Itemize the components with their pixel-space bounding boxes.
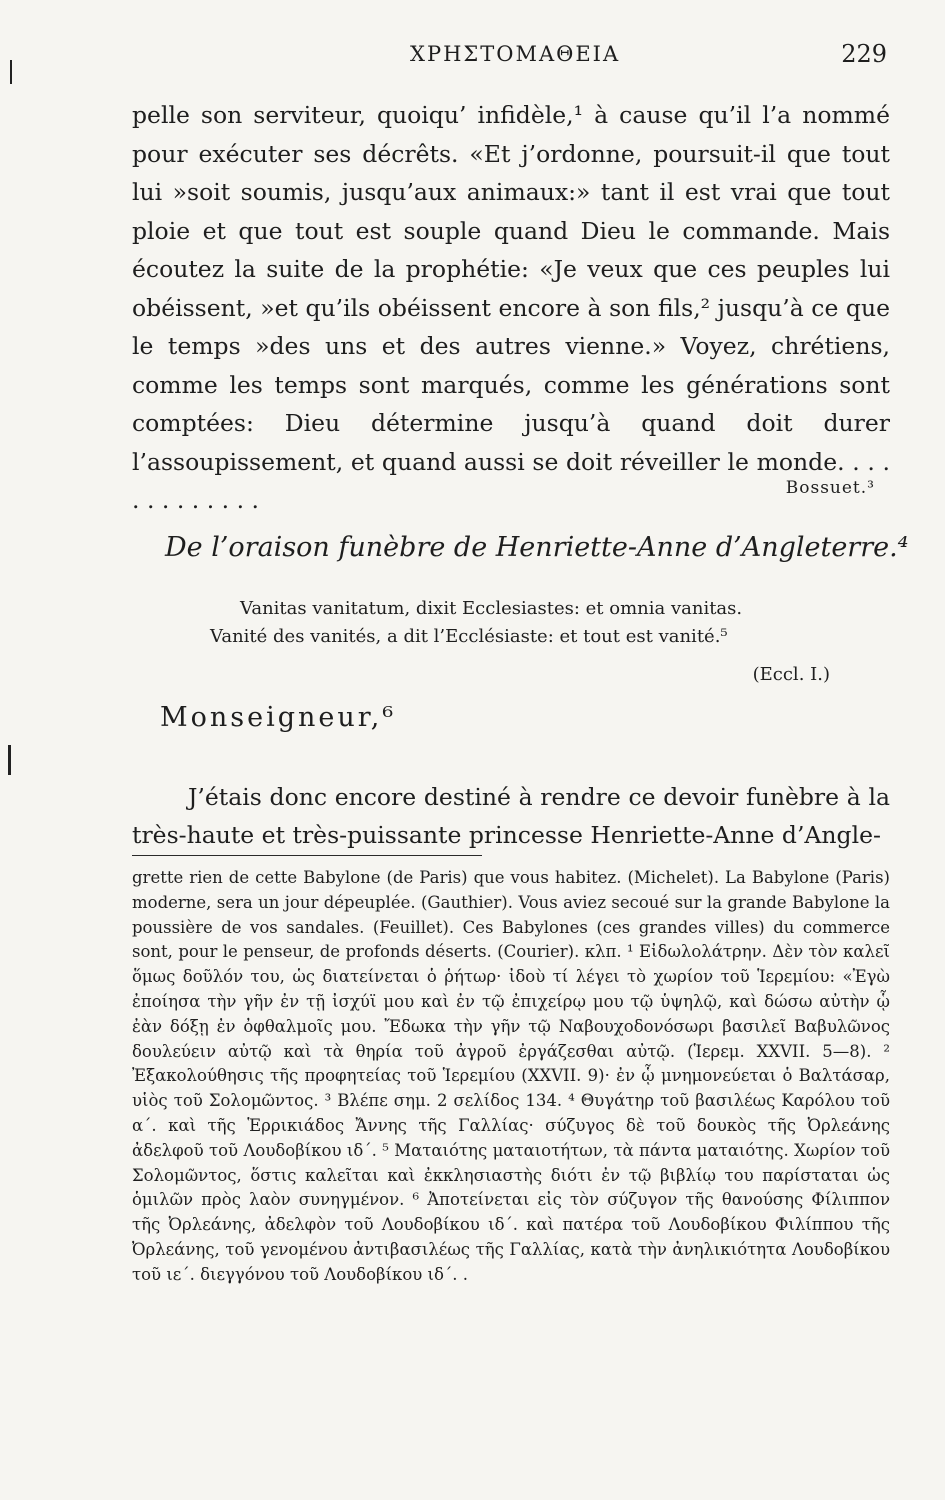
- margin-mark: [10, 60, 12, 84]
- footnote-rule: [132, 855, 482, 856]
- paragraph-1: pelle son serviteur, quoiqu’ infidèle,¹ à cause qu’il l’a nommé pour exécuter ses décrêts. «Et j’ordonne, poursuit-il que tout lui »soit soumis, jusqu’aux animaux:» tant il est vrai que tout ploie et que tout est souple quand Dieu le commande. Mais écoutez la suite de la prophétie: «Je veux que ces peuples lui obéissent, »et qu’ils obéissent encore à son fils,² jusqu’à ce que le temps »des uns et des autres vienne.» Voyez, chrétiens, comme les temps sont marqués, comme les générations sont comptées: Dieu détermine jusqu’à quand doit durer l’assoupissement, et quand aussi se doit réveiller le monde. . . . . . . . . . . . .: [132, 101, 890, 514]
- epigraph-french: Vanité des vanités, a dit l’Ecclésiaste: et tout est vanité.⁵: [210, 626, 728, 647]
- running-title: ΧΡΗΣΤΟΜΑΘΕΙΑ: [410, 42, 621, 66]
- footnotes-block: [132, 866, 890, 1288]
- paragraph-2: J’étais donc encore destiné à rendre ce devoir funèbre à la très-haute et très-puissante princesse Henriette-Anne d’Angle-: [132, 783, 890, 849]
- epigraph-latin: Vanitas vanitatum, dixit Ecclesiastes: et omnia vanitas.: [240, 598, 743, 619]
- page-number: 229: [841, 40, 887, 68]
- oration-text-block: [132, 778, 890, 854]
- epigraph-reference: (Eccl. I.): [752, 664, 830, 685]
- author-attribution: Bossuet.³: [785, 478, 875, 498]
- salutation: Monseigneur,⁶: [160, 702, 397, 733]
- margin-mark: [8, 745, 11, 775]
- main-text-block: [132, 96, 890, 520]
- footnotes-text: grette rien de cette Babylone (de Paris) que vous habitez. (Michelet). La Babylone (Paris) moderne, sera un jour dépeuplée. (Gauthier). Vous aviez secoué sur la grande Babylone la poussière de vos sandales. (Feuillet). Ces Babylones (ces grandes villes) du commerce sont, pour le penseur, de profonds déserts. (Courier). κλπ. ¹ Εἰδωλολάτρην. Δὲν τὸν καλεῖ ὅμως δοῦλόν του, ὡς διατείνεται ὁ ῥήτωρ· ἰδοὺ τί λέγει τὸ χωρίον τοῦ Ἱερεμίου: «Ἐγὼ ἐποίησα τὴν γῆν ἐν τῇ ἰσχύϊ μου καὶ ἐν τῷ ἐπιχείρῳ μου τῷ ὑψηλῷ, καὶ δώσω αὐτὴν ᾧ ἐὰν δόξῃ ἐν ὀφθαλμοῖς μου. Ἔδωκα τὴν γῆν τῷ Ναβουχοδονόσωρι βασιλεῖ Βαβυλῶνος δουλεύειν αὐτῷ καὶ τὰ θηρία τοῦ ἀγροῦ ἐργάζεσθαι αὐτῷ. (Ἱερεμ. XXVII. 5—8). ² Ἐξακολούθησις τῆς προφητείας τοῦ Ἱερεμίου (XXVII. 9)· ἐν ᾧ μνημονεύεται ὁ Βαλτάσαρ, υἱὸς τοῦ Σολομῶντος. ³ Βλέπε σημ. 2 σελίδος 134. ⁴ Θυγάτηρ τοῦ βασιλέως Καρόλου τοῦ α΄. καὶ τῆς Ἑρρικιάδος Ἄννης τῆς Γαλλίας· σύζυγος δὲ τοῦ δουκὸς τῆς Ὀρλεάνης ἀδελφοῦ τοῦ Λουδοβίκου ιδ΄. ⁵ Ματαιότης ματαιοτήτων, τὰ πάντα ματαιότης. Χωρίον τοῦ Σολομῶντος, ὅστις καλεῖται καὶ ἐκκλησιαστὴς διότι ἐν τῷ βιβλίῳ του παρίσταται ὡς ὁμιλῶν πρὸς λαὸν συνηγμένον. ⁶ Ἀποτείνεται εἰς τὸν σύζυγον τῆς θανούσης Φίλιππον τῆς Ὀρλεάνης, ἀδελφὸν τοῦ Λουδοβίκου ιδ΄. καὶ πατέρα τοῦ Λουδοβίκου Φιλίππου τῆς Ὀρλεάνης, τοῦ γενομένου ἀντιβασιλέως τῆς Γαλλίας, κατὰ τὴν ἀνηλικιότητα Λουδοβίκου τοῦ ιε΄. διεγγόνου τοῦ Λουδοβίκου ιδ΄. .: [132, 868, 890, 1284]
- section-heading: De l’oraison funèbre de Henriette-Anne d’Angleterre.⁴: [165, 532, 909, 563]
